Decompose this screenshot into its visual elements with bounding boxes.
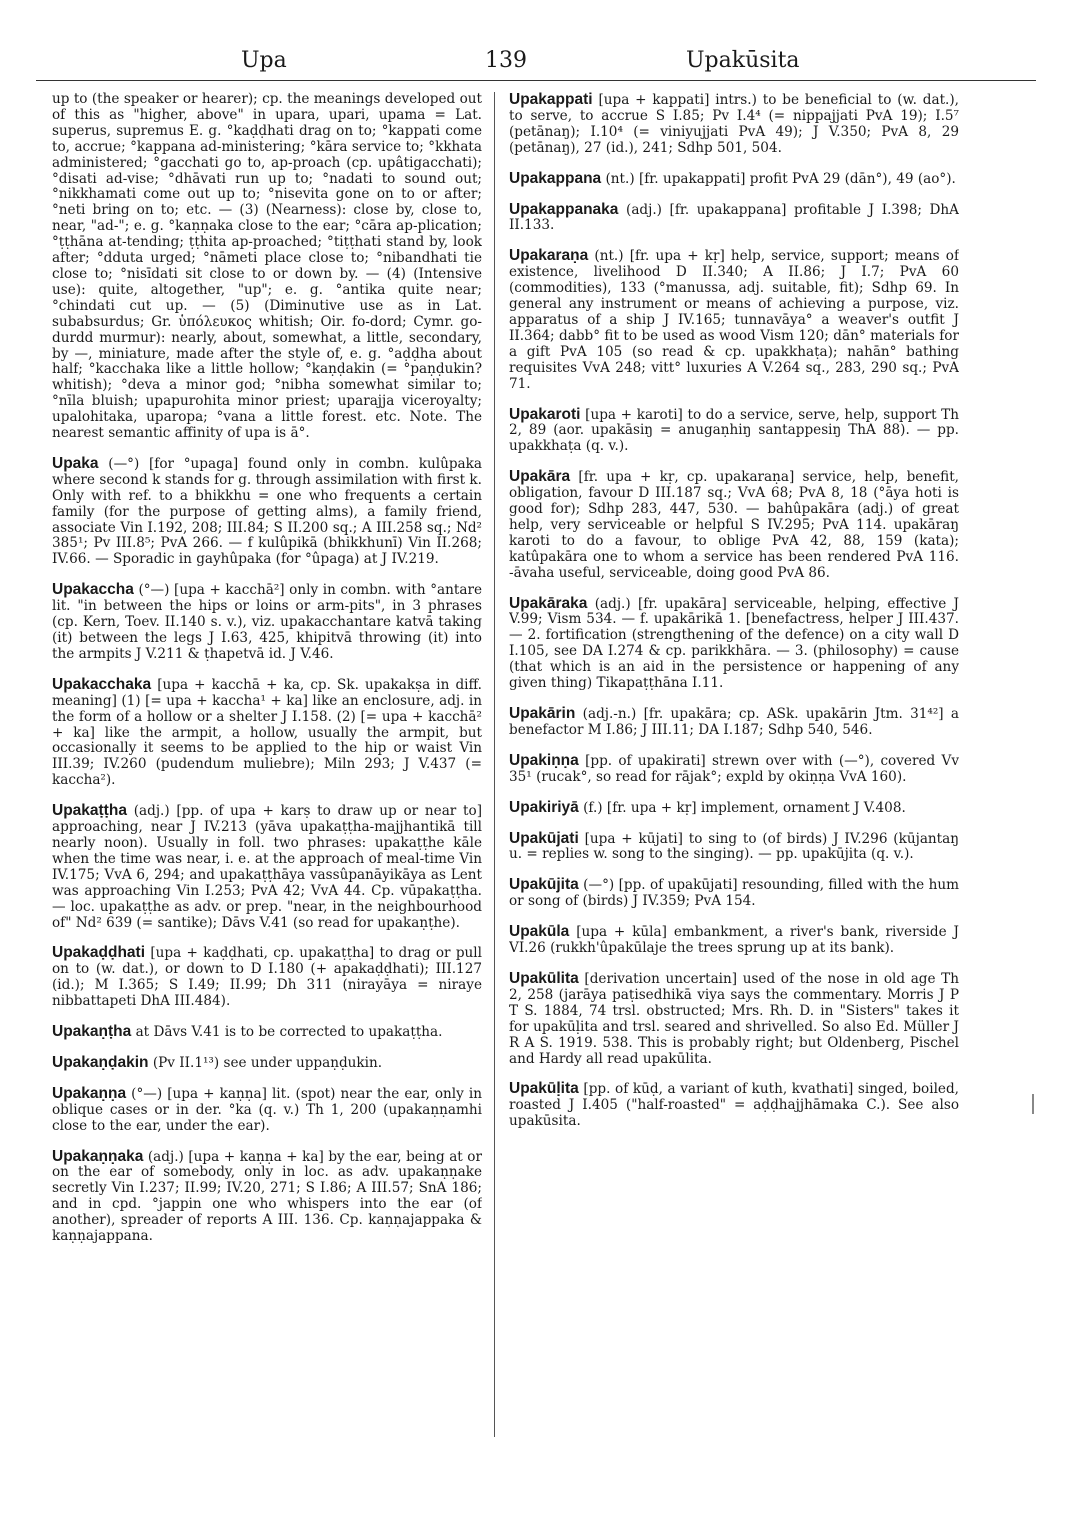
- dictionary-entry: [509, 92, 959, 157]
- entry-headword: Upakaṇṇaka: [52, 1147, 144, 1165]
- entry-text: (°—) [upa + kaṇṇa] lit. (spot) near the ear, only in oblique cases or in der. °ka (q. v.) Th 1, 200 (upakaṇṇamhi close to the ear, under the ear).: [52, 1085, 482, 1134]
- entry-text: (nt.) [fr. upa + kṛ] help, service, support; means of existence, livelihood D II.340; A II.86; J I.7; PvA 60 (commodities), 133 (°manussa, adj. suitable, fit); Sdhp 69. In general any instrument or means of achieving a purpose, viz. apparatus of a ship J IV.165; tunnavāya° a weaver's outfit J II.364; dabb° fit to be used as wood Vism 120; dān° materials for a gift PvA 105 (so read & cp. upakkhaṭa); nahān° bathing requisites VvA 248; vitt° luxuries A V.264 sq., 283, 290 sq.; PvA 71.: [509, 248, 959, 392]
- entry-headword: Upakaṇṇa: [52, 1084, 127, 1102]
- entry-text: (adj.) [fr. upakāra] serviceable, helping, effective J V.99; Vism 534. — f. upakārikā 1. [benefactress, helper J III.437. — 2. fortification (strengthening of the defence) on a city wall D I.105, see DA I.274 & cp. parikkhāra. — 3. (philosophy) = cause (that which is an aid in the persistence or happening of any given thing) Tikapaṭṭhāna I.11.: [509, 595, 959, 692]
- entry-headword: Upakaroti: [509, 405, 581, 423]
- margin-mark: [1032, 1094, 1034, 1114]
- dictionary-entry: [509, 248, 959, 392]
- entry-text: at Dāvs V.41 is to be corrected to upakaṭṭha.: [135, 1024, 443, 1041]
- entry-headword: Upakappati: [509, 92, 593, 108]
- entry-headword: Upakāra: [509, 468, 571, 486]
- entry-text: (adj.) [pp. of upa + karṣ to draw up or near to] approaching, near J IV.213 (yāva upakaṭṭha-majjhantikā till nearly noon). Usually in foll. two phrases: upakaṭṭhe kāle when the time was near, i. e. at the approach of meal-time Vin IV.175; VvA 6, 294; and upakaṭṭhāya vassûpanāyikāya as Lent was approaching Vin I.253; PvA 42; VvA 44. Cp. vūpakaṭṭha. — loc. upakaṭṭhe as adv. or prep. "near, in the neighbourhood of" Nd² 639 (= santike); Dāvs V.41 (so read for upakaṇṭhe).: [52, 803, 482, 931]
- entry-headword: Upakaḍḍhati: [52, 944, 146, 962]
- page-header: [36, 38, 1036, 78]
- entry-text: [fr. upa + kṛ, cp. upakaraṇa] service, help, benefit, obligation, favour D III.187 sq.; VvA 68; PvA 8, 18 (°āya hoti is good for); Sdhp 283, 447, 530. — bahûpakāra (adj.) of great help, very serviceable or helpful S IV.295; PvA 114. upakāraŋ karoti to do a favour, to oblige PvA 42, 88, 159 (kata); katûpakāra one to whom a service has been rendered PvA 116. -āvaha useful, serviceable, doing good PvA 86.: [509, 469, 959, 581]
- header-rule: [36, 80, 1036, 81]
- dictionary-entry: [509, 469, 959, 581]
- dictionary-entry: [509, 171, 959, 188]
- dictionary-entry: [509, 800, 959, 817]
- dictionary-entry: [52, 945, 482, 1010]
- entry-text: (Pv II.1¹³) see under uppaṇḍukin.: [152, 1054, 383, 1071]
- dictionary-entry-continuation: [52, 92, 482, 442]
- dictionary-entry: [509, 706, 959, 739]
- dictionary-entry: [509, 202, 959, 235]
- entry-headword: Upakaṇṭha: [52, 1023, 132, 1041]
- entry-text: [upa + kūla] embankment, a river's bank, riverside J VI.26 (rukkh'ûpakūlaje the trees sprung up at its bank).: [509, 924, 959, 957]
- entry-text: (—°) [pp. of upakūjati] resounding, filled with the hum or song of (birds) J IV.359; PvA 154.: [509, 877, 959, 910]
- entry-headword: Upakacchaka: [52, 675, 152, 693]
- entry-headword: Upakaṭṭha: [52, 802, 127, 820]
- entry-text: (adj.-n.) [fr. upakāra; cp. ASk. upakārin Jtm. 31⁴²] a benefactor M I.86; J III.11; DA I.187; Sdhp 540, 546.: [509, 706, 959, 738]
- dictionary-entry: [509, 831, 959, 864]
- entry-text: [upa + kaḍḍhati, cp. upakaṭṭha] to drag or pull on to (w. dat.), or down to D I.180 (+ apakaḍḍhati); III.127 (id.); M I.365; S I.49; II.99; Dh 311 (nirayāya = niraye nibbattapeti DhA III.484).: [52, 945, 482, 1010]
- dictionary-entry: [52, 1086, 482, 1135]
- entry-text: [upa + karoti] to do a service, serve, help, support Th 2, 89 (aor. upakāsiŋ = anugaṇhiŋ santappesiŋ ThA 88). — pp. upakkhaṭa (q. v.).: [509, 406, 959, 455]
- entry-text: [upa + kappati] intrs.) to be beneficial to (w. dat.), to serve, to accrue S I.85; Pv I.4⁴ (= nippajjati PvA 19); I.5⁷ (petānaŋ); I.10⁴ (= viniyujjati PvA 49); J V.350; PvA 8, 29 (petānaŋ), 27 (id.), 241; Sdhp 501, 504.: [509, 92, 959, 156]
- entry-text: (adj.) [fr. upakappana] profitable J I.398; DhA II.133.: [509, 201, 959, 234]
- entry-headword: Upakūlita: [509, 969, 579, 987]
- dictionary-entry: [509, 753, 959, 786]
- entry-headword: Upakaraṇa: [509, 247, 589, 265]
- entry-headword: Upaka: [52, 454, 99, 472]
- entry-headword: Upakāraka: [509, 594, 588, 612]
- left-column: [52, 92, 482, 1512]
- entry-text: (f.) [fr. upa + kṛ] implement, ornament J V.408.: [583, 799, 906, 816]
- dictionary-entry: [509, 596, 959, 692]
- entry-text: (adj.) [upa + kaṇṇa + ka] by the ear, being at or on the ear of somebody, only in loc. as adv. upakaṇṇake secretly Vin I.237; II.99; IV.20, 271; S I.86; A III.57; SnA 186; and in cpd. °jappin one who whispers into the ear (of another), spreader of reports A III. 136. Cp. kaṇṇajappaka & kaṇṇajappana.: [52, 1148, 482, 1245]
- right-column: [509, 92, 959, 1512]
- dictionary-entry: [509, 971, 959, 1067]
- entry-text: (nt.) [fr. upakappati] profit PvA 29 (dān°), 49 (ao°).: [605, 170, 956, 187]
- entry-headword: Upakiriyā: [509, 798, 579, 816]
- entry-headword: Upakaccha: [52, 581, 134, 599]
- entry-headword: Upakiṇṇa: [509, 751, 579, 769]
- entry-headword: Upakappana: [509, 169, 602, 187]
- entry-headword: Upakārin: [509, 705, 576, 722]
- dictionary-entry: [52, 456, 482, 568]
- entry-text: (—°) [for °upaga] found only in combn. kulûpaka where second k stands for g. through assimilation with first k. Only with ref. to a bhikkhu = one who frequents a certain family (for the purpose of getting alms), a family friend, associate Vin I.192, 208; III.84; S II.200 sq.; A III.258 sq.; Nd² 385¹; Pv III.8⁵; PvA 266. — f kulûpikā (bhikkhunī) Vin II.268; IV.66. — Sporadic in gayhûpaka (for °ûpaga) at J IV.219.: [52, 455, 482, 568]
- entry-headword: Upakūḷita: [509, 1080, 579, 1098]
- page-number: 139: [485, 48, 527, 73]
- dictionary-entry: [52, 803, 482, 931]
- entry-text: [pp. of upakirati] strewn over with (—°), covered Vv 35¹ (rucak°, so read for rājak°; expld by okiṇṇa VvA 160).: [509, 752, 959, 785]
- running-head-left: Upa: [241, 48, 287, 73]
- dictionary-entry: [52, 1149, 482, 1245]
- column-divider: [494, 92, 495, 1437]
- dictionary-entry: [509, 924, 959, 957]
- running-head-right: Upakūsita: [686, 48, 800, 73]
- dictionary-entry: [52, 1024, 482, 1041]
- entry-text: [upa + kacchā + ka, cp. Sk. upakakṣa in diff. meaning] (1) [= upa + kaccha¹ + ka] like an enclosure, adj. in the form of a hollow or a shelter J I.158. (2) [= upa + kacchā² + ka] like the armpit, a hollow, usually the armpit, but occasionally it seems to be applied to the hip or waist Vin III.39; IV.260 (pudendum muliebre); Miln 293; J V.437 (= kaccha²).: [52, 676, 482, 789]
- dictionary-entry: [52, 677, 482, 789]
- entry-text: [upa + kūjati] to sing to (of birds) J IV.296 (kūjantaŋ u. = replies w. song to the singing). — pp. upakūjita (q. v.).: [509, 830, 959, 863]
- entry-text: [pp. of kūḍ, a variant of kuth, kvathati] singed, boiled, roasted J I.405 ("half-roasted" = aḍḍhajjhāmaka C.). See also upakūsita.: [509, 1081, 959, 1130]
- dictionary-entry: [509, 877, 959, 910]
- entry-text: [derivation uncertain] used of the nose in old age Th 2, 258 (jarāya paṭisedhikā viya says the commentary. Morris J P T S. 1884, 74 trsl. obstructed; Mrs. Rh. D. in "Sisters" takes it for upakūḷita and trsl. seared and shrivelled. So also Ed. Müller J R A S. 1919. 538. This is probably right; but Oldenberg, Pischel and Hardy all read upakūlita.: [509, 970, 959, 1067]
- dictionary-entry: [52, 1055, 482, 1072]
- dictionary-entry: [509, 407, 959, 456]
- entry-headword: Upakūjati: [509, 829, 579, 847]
- entry-headword: Upakūla: [509, 923, 570, 941]
- dictionary-entry: [52, 582, 482, 663]
- entry-headword: Upakappanaka: [509, 200, 619, 218]
- entry-text: up to (the speaker or hearer); cp. the meanings developed out of this as "higher, above" in upara, upari, upama = Lat. superus, supremus E. g. °kaḍḍhati drag on to; °kappati come to, accrue; °kappana ad-ministering; °kāra service to; °kkhata administered; °gacchati go to, ap-proach (cp. upâtigacchati); °disati ad-vise; °dhāvati run up to; °nadati to sound out; °nikkhamati come out up to; °nisevita gone on to or after; °neti bring on to; etc. — (3) (Nearness): close by, close to, near, "ad-"; e. g. °kaṇṇaka close to the ear; °cāra ap-plication; °ṭṭhāna at-tending; ṭṭhita ap-proached; °tiṭṭhati stand by, look after; °dduta urged; °nāmeti place close to; °nibandhati tie close to; °nisīdati sit close to or down by. — (4) (Intensive use): quite, altogether, "up"; e. g. °antika quite near; °chindati cut up. — (5) (Diminutive use as in Lat. subabsurdus; Gr. ὑπόλευκος whitish; Oir. fo-dord; Cymr. go-durdd murmur): nearly, about, somewhat, a little, secondary, by —, miniature, made after the style of, e. g. °aḍḍha about half; °kacchaka like a little hollow; °kaṇḍakin (= °paṇḍukin? whitish); °deva a minor god; °nibha somewhat similar to; °nīla bluish; upapurohita minor priest; uparajja viceroyalty; upalohitaka, uparopa; °vana a little forest. etc. Note. The nearest semantic affinity of upa is ā°.: [52, 92, 482, 442]
- entry-headword: Upakūjita: [509, 876, 579, 894]
- entry-headword: Upakaṇḍakin: [52, 1053, 149, 1071]
- dictionary-entry: [509, 1081, 959, 1130]
- entry-text: (°—) [upa + kacchā²] only in combn. with °antare lit. "in between the hips or loins or arm-pits", in 3 phrases (cp. Kern, Toev. II.140 s. v.), viz. upakacchantare katvā taking (it) between the legs J I.63, 425, khipitvā throwing (it) into the armpits J V.211 & ṭhapetvā id. J V.46.: [52, 582, 482, 662]
